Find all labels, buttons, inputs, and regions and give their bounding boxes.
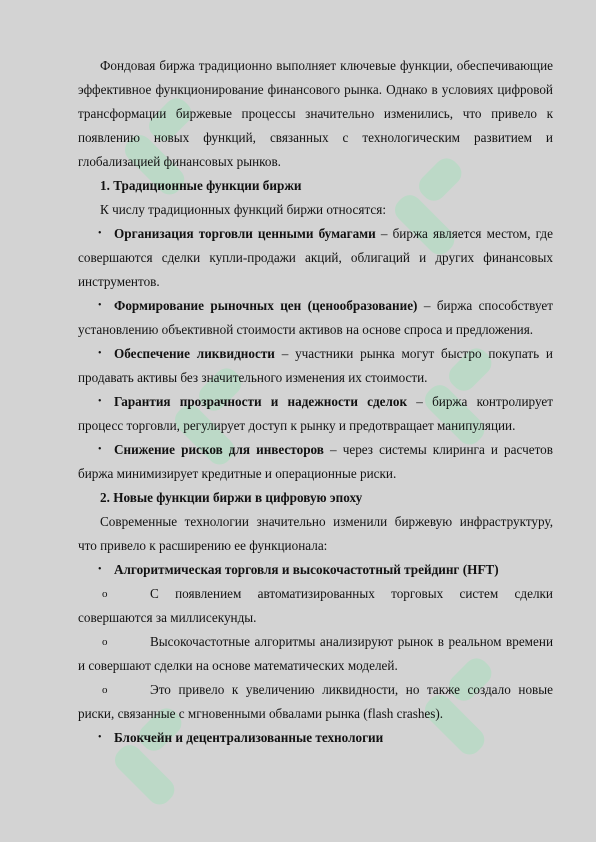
list-item-desc: – биржа способствует установлению объективной стоимости активов на основе спроса и предложения. bbox=[78, 298, 553, 337]
list-item bbox=[78, 726, 553, 750]
list-item bbox=[78, 294, 553, 342]
intro-paragraph: Фондовая биржа традиционно выполняет ключевые функции, обеспечивающие эффективное функционирование финансового рынка. Однако в условиях цифровой трансформации биржевые процессы значительно изменились, что привело к появлению новых функций, связанных с технологическим развитием и глобализацией финансовых рынков. bbox=[78, 58, 553, 169]
traditional-lead: К числу традиционных функций биржи относятся: bbox=[100, 202, 386, 217]
sub-list-text: С появлением автоматизированных торговых систем сделки совершаются за миллисекунды. bbox=[78, 586, 553, 625]
list-item-term: Формирование рыночных цен (ценообразование) bbox=[114, 298, 418, 313]
list-item bbox=[78, 438, 553, 486]
sub-bullet-marker: o bbox=[102, 684, 108, 696]
bullet-marker: • bbox=[98, 348, 102, 359]
sub-list-item bbox=[78, 582, 553, 630]
list-item bbox=[78, 342, 553, 390]
bullet-marker: • bbox=[98, 396, 102, 407]
sub-bullet-marker: o bbox=[102, 588, 108, 600]
list-item-term: Гарантия прозрачности и надежности сделок bbox=[114, 394, 408, 409]
list-item-term: Снижение рисков для инвесторов bbox=[114, 442, 324, 457]
list-item-term: Обеспечение ликвидности bbox=[114, 346, 275, 361]
sub-list-item bbox=[78, 630, 553, 678]
sub-bullet-marker: o bbox=[102, 636, 108, 648]
sub-list-text: Высокочастотные алгоритмы анализируют рынок в реальном времени и совершают сделки на основе математических моделей. bbox=[78, 634, 553, 673]
sub-list-item bbox=[78, 678, 553, 726]
list-item-term: Организация торговли ценными бумагами bbox=[114, 226, 376, 241]
list-item-term: Алгоритмическая торговля и высокочастотный трейдинг (HFT) bbox=[114, 562, 499, 577]
list-item bbox=[78, 222, 553, 294]
document-page bbox=[78, 54, 553, 750]
new-functions-lead: Современные технологии значительно изменили биржевую инфраструктуру, что привело к расширению ее функционала: bbox=[78, 514, 553, 553]
list-item-term: Блокчейн и децентрализованные технологии bbox=[114, 730, 384, 745]
list-item-desc: – биржа является местом, где совершаются сделки купли-продажи акций, облигаций и других финансовых инструментов. bbox=[78, 226, 553, 289]
list-item-desc: – биржа контролирует процесс торговли, регулирует доступ к рынку и предотвращает манипуляции. bbox=[78, 394, 554, 433]
section-heading-new: 2. Новые функции биржи в цифровую эпоху bbox=[100, 490, 363, 505]
list-item-desc: – через системы клиринга и расчетов биржа минимизирует кредитные и операционные риски. bbox=[78, 442, 553, 481]
bullet-marker: • bbox=[98, 732, 102, 743]
bullet-marker: • bbox=[98, 228, 102, 239]
list-item bbox=[78, 390, 553, 438]
bullet-marker: • bbox=[98, 300, 102, 311]
section-heading-traditional: 1. Традиционные функции биржи bbox=[100, 178, 302, 193]
sub-list-text: Это привело к увеличению ликвидности, но также создало новые риски, связанные с мгновенными обвалами рынка (flash crashes). bbox=[78, 682, 553, 721]
bullet-marker: • bbox=[98, 564, 102, 575]
list-item bbox=[78, 558, 553, 582]
list-item-desc: – участники рынка могут быстро покупать и продавать активы без значительного изменения их стоимости. bbox=[78, 346, 553, 385]
bullet-marker: • bbox=[98, 444, 102, 455]
